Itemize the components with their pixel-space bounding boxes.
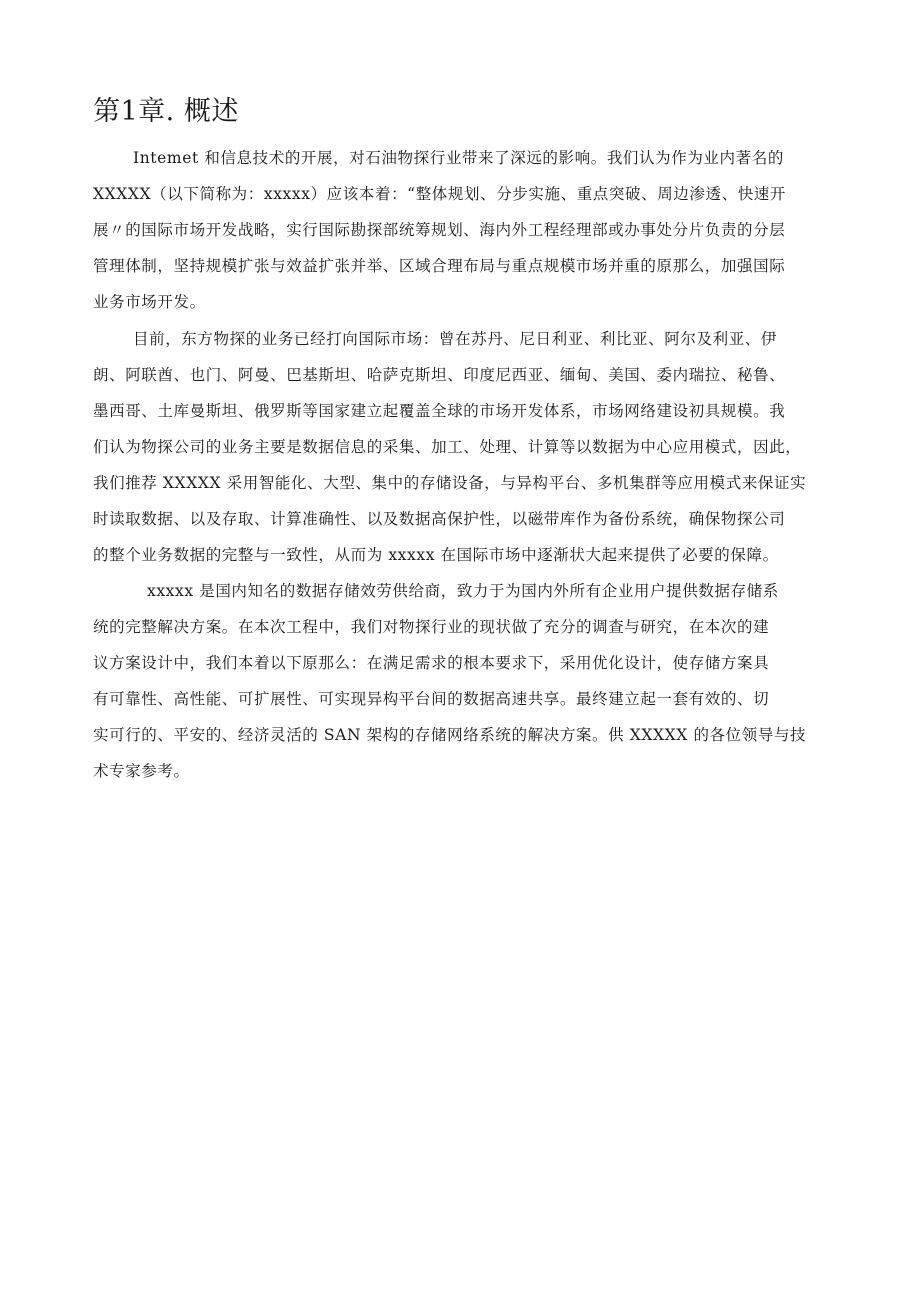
paragraph-line: 目前，东方物探的业务已经打向国际市场：曾在苏丹、尼日利亚、利比亚、阿尔及利亚、伊 — [133, 330, 778, 348]
chapter-title: 第1章. 概述 — [93, 96, 239, 127]
paragraph-line: 展〃的国际市场开发战略，实行国际勘探部统筹规划、海内外工程经理部或办事处分片负责的分层 — [93, 221, 786, 239]
paragraph-line: 业务市场开发。 — [93, 293, 206, 311]
paragraph-line: XXXXX（以下简称为：xxxxx）应该本着：“整体规划、分步实施、重点突破、周边渗透、快速开 — [93, 185, 787, 203]
paragraph-line: 们认为物探公司的业务主要是数据信息的采集、加工、处理、计算等以数据为中心应用模式，因此， — [93, 438, 802, 456]
paragraph-line: 的整个业务数据的完整与一致性，从而为 xxxxx 在国际市场中逐渐状大起来提供了必要的保障。 — [93, 546, 779, 564]
paragraph-line: 统的完整解决方案。在本次工程中，我们对物探行业的现状做了充分的调查与研究，在本次的建 — [93, 618, 770, 636]
paragraph-line: 时读取数据、以及存取、计算准确性、以及数据高保护性，以磁带库作为备份系统，确保物探公司 — [93, 510, 786, 528]
paragraph-line: 墨西哥、土库曼斯坦、俄罗斯等国家建立起覆盖全球的市场开发体系，市场网络建设初具规模。我 — [93, 402, 786, 420]
paragraph-line: Intemet 和信息技术的开展，对石油物探行业带来了深远的影响。我们认为作为业内著名的 — [133, 149, 784, 167]
paragraph-line: 我们推荐 XXXXX 采用智能化、大型、集中的存储设备，与异构平台、多机集群等应用模式来保证实 — [93, 474, 807, 492]
paragraph-line: 术专家参考。 — [93, 762, 190, 780]
paragraph-line: 实可行的、平安的、经济灵活的 SAN 架构的存储网络系统的解决方案。供 XXXXX 的各位领导与技 — [93, 726, 807, 744]
paragraph-line: 朗、阿联酋、也门、阿曼、巴基斯坦、哈萨克斯坦、印度尼西亚、缅甸、美国、委内瑞拉、秘鲁、 — [93, 366, 786, 384]
paragraph-line: xxxxx 是国内知名的数据存储效劳供给商，致力于为国内外所有企业用户提供数据存储系 — [147, 582, 779, 600]
paragraph-line: 议方案设计中，我们本着以下原那么：在满足需求的根本要求下，采用优化设计，使存储方案具 — [93, 654, 770, 672]
paragraph-line: 有可靠性、高性能、可扩展性、可实现异构平台间的数据高速共享。最终建立起一套有效的、切 — [93, 690, 770, 708]
paragraph-line: 管理体制，坚持规模扩张与效益扩张并举、区域合理布局与重点规模市场并重的原那么，加强国际 — [93, 257, 786, 275]
